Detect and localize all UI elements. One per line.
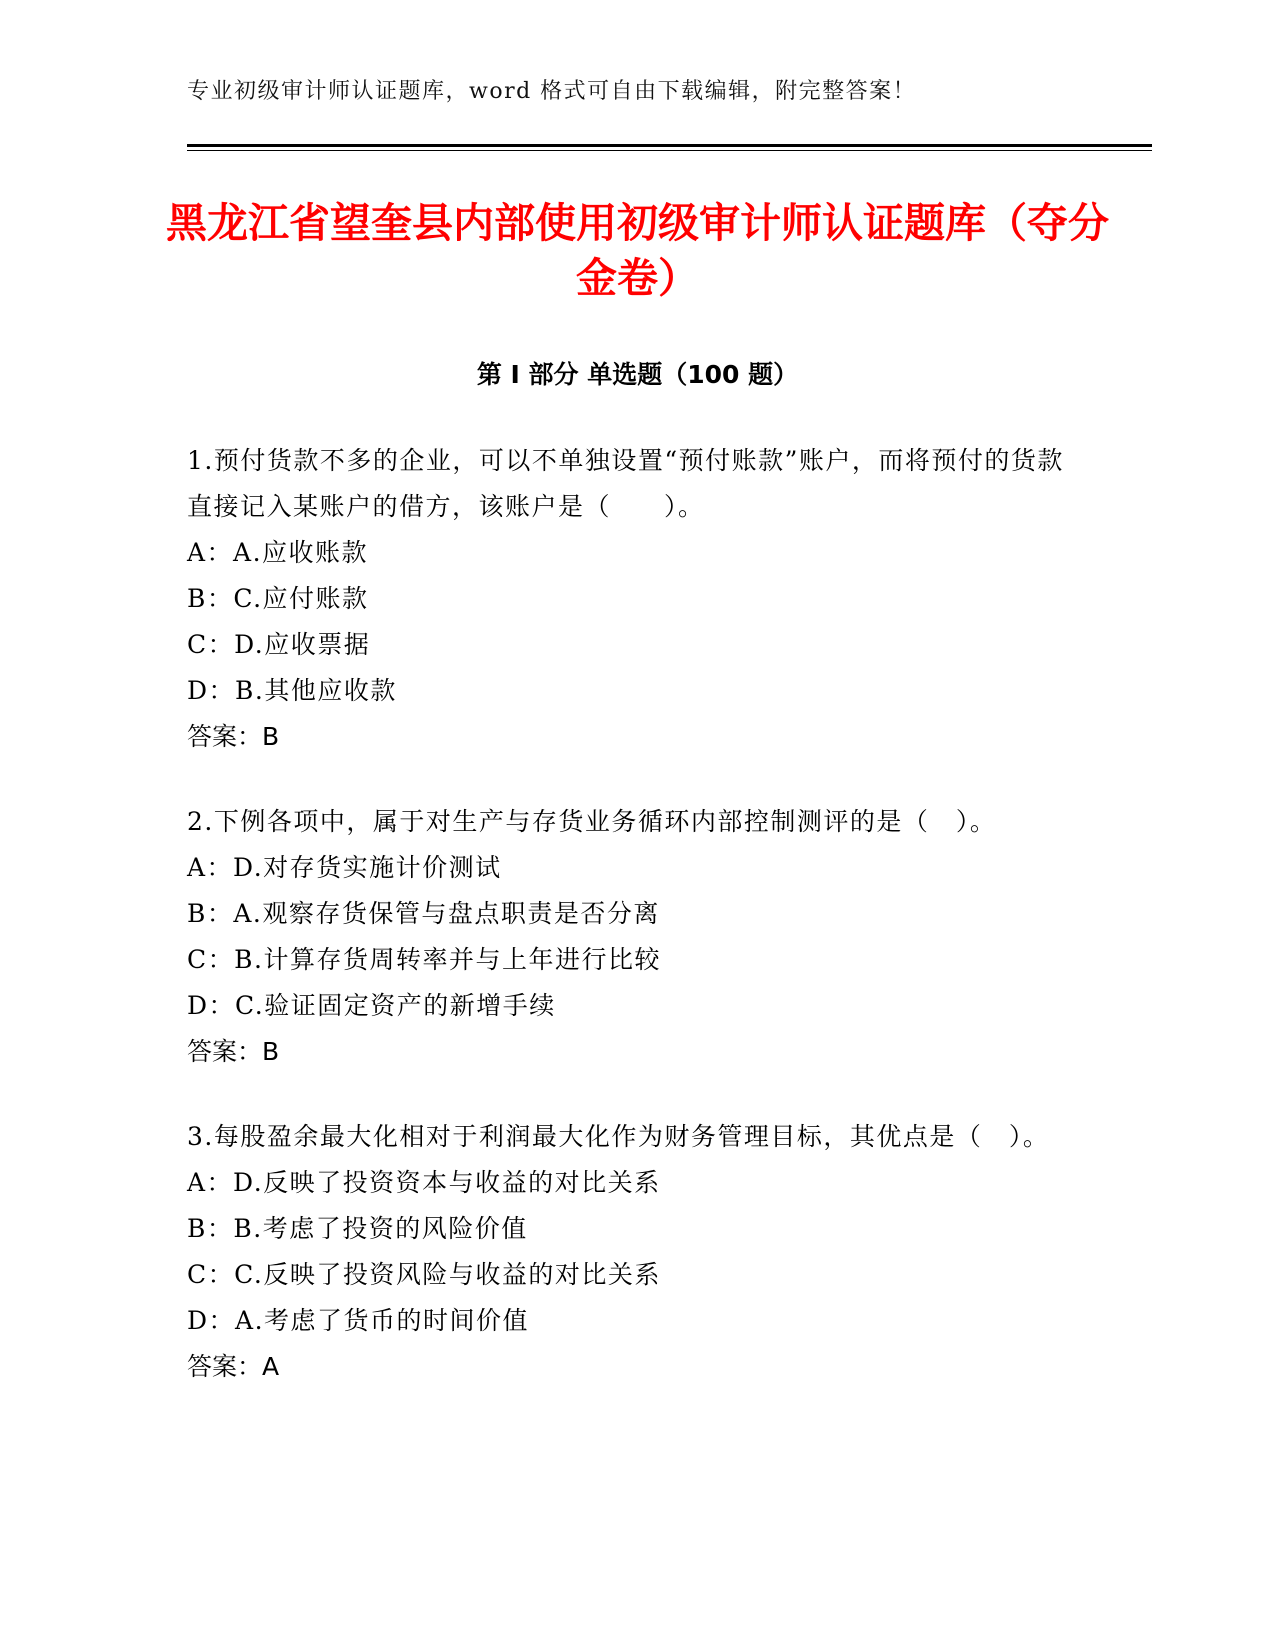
question-2: [187, 799, 1067, 1075]
option-b: B：A.观察存货保管与盘点职责是否分离: [187, 899, 660, 928]
question-1: [187, 438, 1067, 760]
answer-prefix: 答案：: [187, 1037, 263, 1066]
answer-line: [187, 1029, 1067, 1075]
option-d: D：B.其他应收款: [187, 676, 397, 705]
answer-value: B: [262, 722, 280, 751]
question-3: [187, 1114, 1067, 1390]
section-title: 第 I 部分 单选题（100 题）: [476, 360, 799, 389]
header-rule-thick: [187, 144, 1152, 147]
header-note: 专业初级审计师认证题库，word 格式可自由下载编辑，附完整答案！: [187, 79, 917, 104]
option-c: C：B.计算存货周转率并与上年进行比较: [187, 945, 661, 974]
answer-line: [187, 714, 1067, 760]
document-title: 黑龙江省望奎县内部使用初级审计师认证题库（夺分金卷）: [166, 199, 1109, 302]
answer-prefix: 答案：: [187, 1352, 263, 1381]
option-a: A：D.对存货实施计价测试: [187, 853, 502, 882]
option-b: B：B.考虑了投资的风险价值: [187, 1214, 528, 1243]
question-stem: 1.预付货款不多的企业，可以不单独设置“预付账款”账户，而将预付的货款直接记入某账户的借方，该账户是（ ）。: [187, 446, 1064, 521]
option-c: C：D.应收票据: [187, 630, 371, 659]
question-stem: 3.每股盈余最大化相对于利润最大化作为财务管理目标，其优点是（ ）。: [187, 1122, 1050, 1151]
header-rule-thin: [187, 150, 1152, 151]
option-b: B：C.应付账款: [187, 584, 369, 613]
option-a: A：A.应收账款: [187, 538, 369, 567]
option-a: A：D.反映了投资资本与收益的对比关系: [187, 1168, 661, 1197]
option-d: D：A.考虑了货币的时间价值: [187, 1306, 530, 1335]
answer-value: A: [262, 1352, 280, 1381]
option-d: D：C.验证固定资产的新增手续: [187, 991, 556, 1020]
question-list: [187, 438, 1067, 1429]
answer-line: [187, 1344, 1067, 1390]
option-c: C：C.反映了投资风险与收益的对比关系: [187, 1260, 661, 1289]
question-stem: 2.下例各项中，属于对生产与存货业务循环内部控制测评的是（ ）。: [187, 807, 997, 836]
answer-value: B: [262, 1037, 280, 1066]
answer-prefix: 答案：: [187, 722, 263, 751]
